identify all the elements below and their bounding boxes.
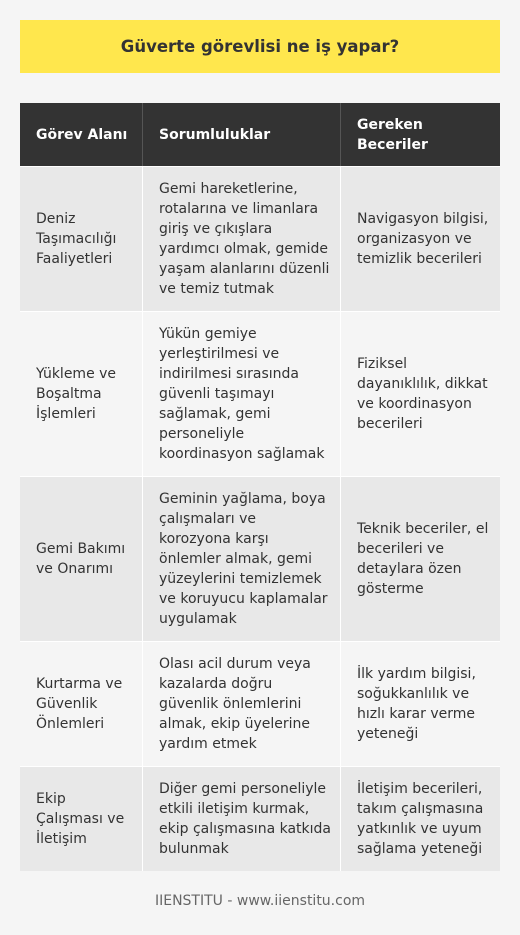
responsibilities-table (20, 103, 500, 871)
footer-credit: IIENSTITU - www.iienstitu.com (154, 893, 366, 909)
page-title: Güverte görevlisi ne iş yapar? (120, 37, 400, 56)
cell-responsibilities: Geminin yağlama, boya çalışmaları ve korozyona karşı önlemler almak, gemi yüzeylerini temizlemek ve koruyucu kaplamalar uygulamak (142, 477, 341, 641)
cell-responsibilities: Diğer gemi personeliyle etkili iletişim kurmak, ekip çalışmasına katkıda bulunmak (142, 767, 341, 871)
cell-responsibilities: Olası acil durum veya kazalarda doğru güvenlik önlemlerini almak, ekip üyelerine yardım etmek (142, 642, 341, 766)
cell-responsibilities: Yükün gemiye yerleştirilmesi ve indirilmesi sırasında güvenli taşımayı sağlamak, gemi personeliyle koordinasyon sağlamak (142, 312, 341, 476)
header-cell-skills: Gereken Beceriler (357, 116, 428, 153)
cell-skills: Teknik beceriler, el becerileri ve detaylara özen gösterme (357, 521, 489, 597)
cell-skills: İlk yardım bilgisi, soğukkanlılık ve hızlı karar verme yeteneği (357, 666, 476, 742)
cell-area: Kurtarma ve Güvenlik Önlemleri (36, 676, 123, 732)
table-header-row (20, 103, 500, 166)
title-banner (20, 20, 500, 73)
cell-area: Yükleme ve Boşaltma İşlemleri (36, 366, 117, 422)
cell-skills: İletişim becerileri, takım çalışmasına yatkınlık ve uyum sağlama yeteneği (357, 781, 484, 857)
table-row (20, 641, 500, 766)
header-cell-responsibilities: Sorumluluklar (142, 103, 341, 166)
cell-area: Gemi Bakımı ve Onarımı (36, 541, 126, 577)
cell-responsibilities: Gemi hareketlerine, rotalarına ve limanlara giriş ve çıkışlara yardımcı olmak, gemide yaşam alanlarını düzenli ve temiz tutmak (142, 167, 341, 311)
cell-skills: Navigasyon bilgisi, organizasyon ve temizlik becerileri (357, 211, 489, 267)
cell-skills: Fiziksel dayanıklılık, dikkat ve koordinasyon becerileri (357, 356, 488, 432)
table-row (20, 166, 500, 311)
cell-area: Ekip Çalışması ve İletişim (36, 791, 125, 847)
header-cell-area: Görev Alanı (36, 126, 128, 143)
table-row (20, 311, 500, 476)
table-row (20, 476, 500, 641)
table-row (20, 766, 500, 871)
cell-area: Deniz Taşımacılığı Faaliyetleri (36, 211, 117, 267)
